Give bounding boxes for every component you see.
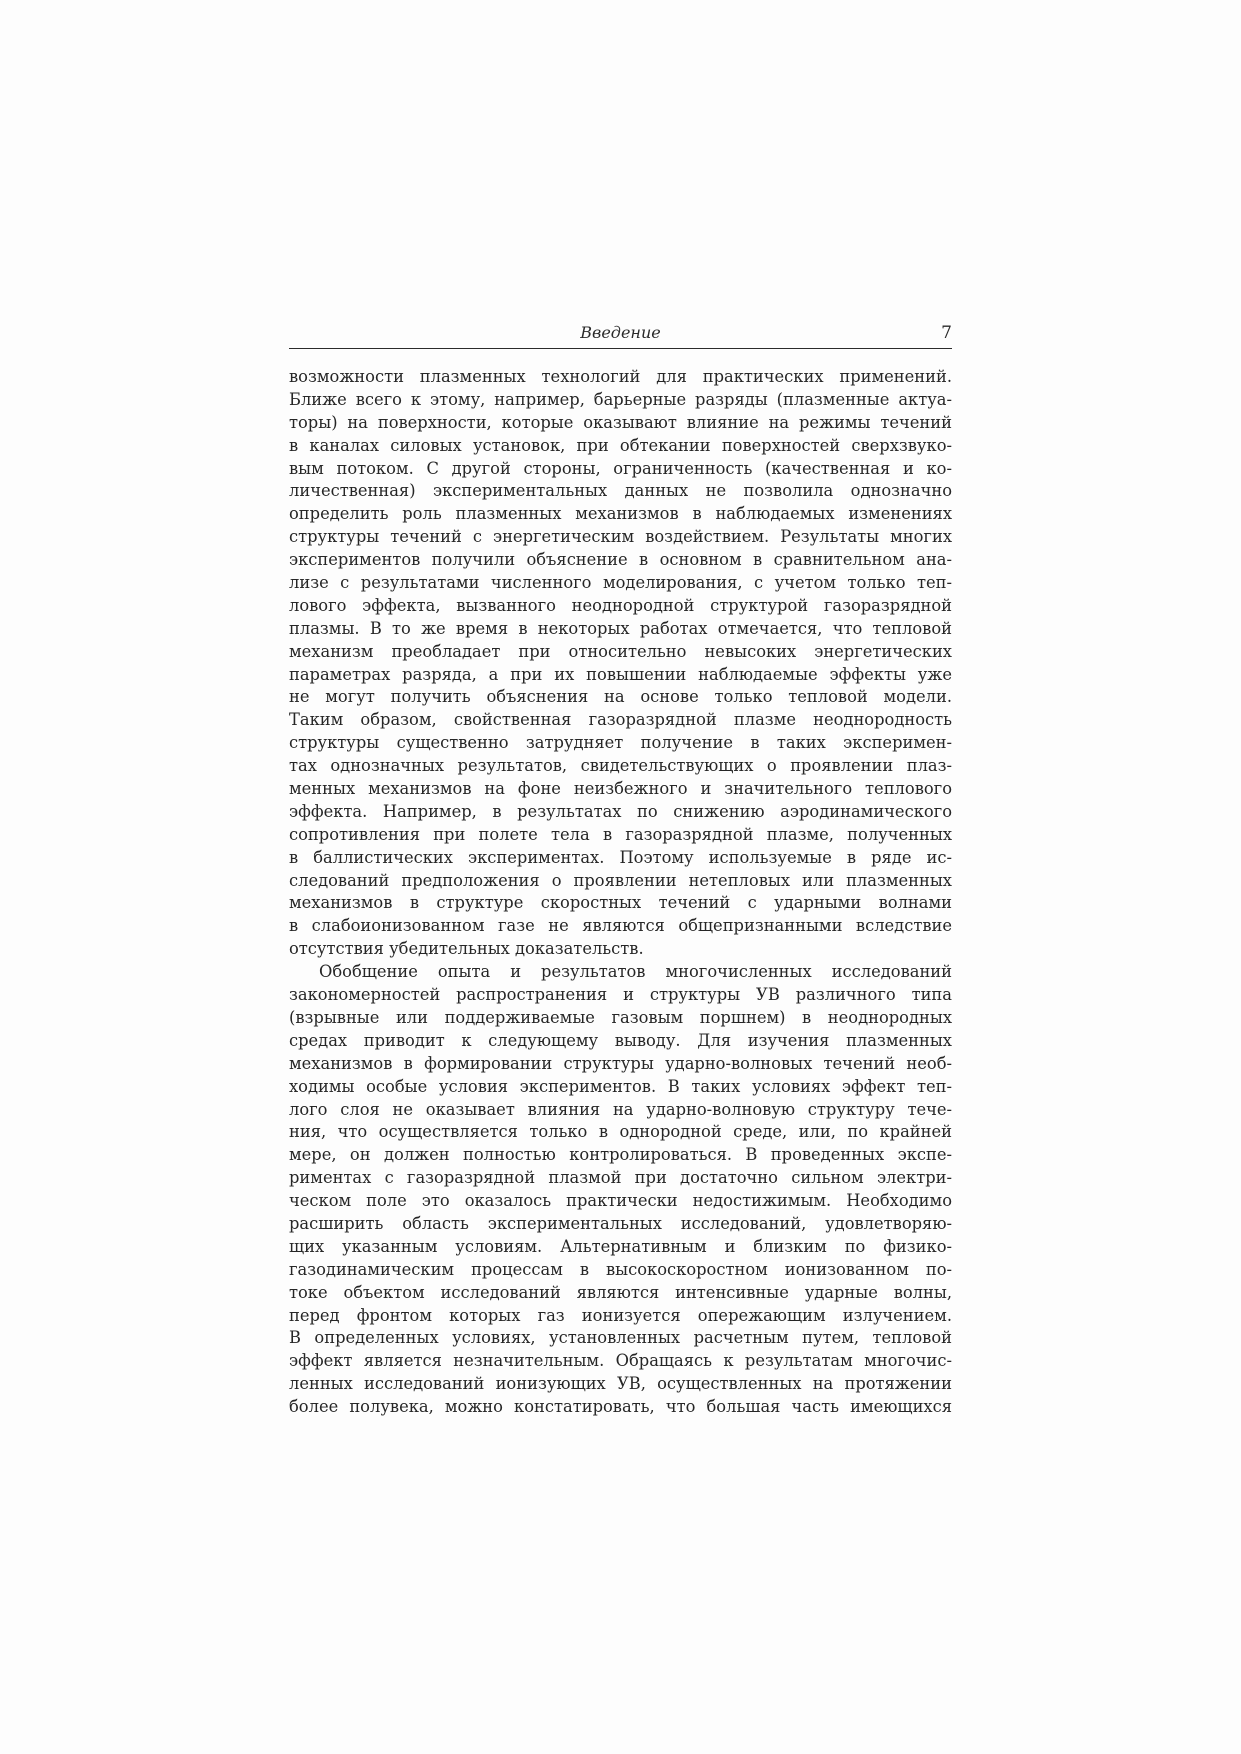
text-line: вым потоком. С другой стороны, ограниченность (качественная и ко- [289, 458, 952, 478]
running-header-title: Введение [580, 323, 661, 342]
text-line: механизмов в формировании структуры ударно-волновых течений необ- [289, 1053, 952, 1073]
text-line: (взрывные или поддерживаемые газовым поршнем) в неоднородных [289, 1007, 952, 1027]
text-line: в каналах силовых установок, при обтекании поверхностей сверхзвуко- [289, 435, 952, 455]
text-line: определить роль плазменных механизмов в наблюдаемых изменениях [289, 504, 952, 524]
text-line: личественная) экспериментальных данных не позволила однозначно [289, 481, 952, 501]
text-line: ленных исследований ионизующих УВ, осуществленных на протяжении [289, 1374, 952, 1394]
text-line: следований предположения о проявлении нетепловых или плазменных [289, 870, 952, 890]
text-line: плазмы. В то же время в некоторых работах отмечается, что тепловой [289, 618, 952, 638]
text-line: эффекта. Например, в результатах по снижению аэродинамического [289, 801, 952, 821]
text-line: В определенных условиях, установленных расчетным путем, тепловой [289, 1328, 952, 1348]
running-header [289, 322, 952, 349]
text-line: не могут получить объяснения на основе только тепловой модели. [289, 687, 952, 707]
text-line: ния, что осуществляется только в однородной среде, или, по крайней [289, 1122, 952, 1142]
text-line: лизе с результатами численного моделирования, с учетом только теп- [289, 573, 952, 593]
text-line: более полувека, можно констатировать, что большая часть имеющихся [289, 1397, 952, 1417]
text-line: средах приводит к следующему выводу. Для изучения плазменных [289, 1030, 952, 1050]
text-line: лого слоя не оказывает влияния на ударно-волновую структуру тече- [289, 1099, 952, 1119]
text-line: структуры течений с энергетическим воздействием. Результаты многих [289, 527, 952, 547]
body-text [289, 366, 952, 1419]
text-line: мере, он должен полностью контролироваться. В проведенных экспе- [289, 1145, 952, 1165]
text-line: торы) на поверхности, которые оказывают влияние на режимы течений [289, 412, 952, 432]
text-line: расширить область экспериментальных исследований, удовлетворяю- [289, 1213, 952, 1233]
text-line: токе объектом исследований являются интенсивные ударные волны, [289, 1282, 952, 1302]
text-line: механизм преобладает при относительно невысоких энергетических [289, 641, 952, 661]
text-line: возможности плазменных технологий для практических применений. [289, 367, 952, 386]
text-line: отсутствия убедительных доказательств. [289, 939, 644, 959]
text-line: перед фронтом которых газ ионизуется опережающим излучением. [289, 1305, 952, 1325]
text-line: газодинамическим процессам в высокоскоростном ионизованном по- [289, 1259, 952, 1279]
text-line: экспериментов получили объяснение в основном в сравнительном ана- [289, 550, 952, 570]
text-line: ходимы особые условия экспериментов. В таких условиях эффект теп- [289, 1076, 952, 1096]
text-line: Таким образом, свойственная газоразрядной плазме неоднородность [289, 710, 952, 730]
text-line: менных механизмов на фоне неизбежного и значительного теплового [289, 779, 952, 799]
text-line: Ближе всего к этому, например, барьерные разряды (плазменные актуа- [289, 389, 952, 409]
text-line: механизмов в структуре скоростных течений с ударными волнами [289, 893, 952, 913]
text-line: параметрах разряда, а при их повышении наблюдаемые эффекты уже [289, 664, 952, 684]
page-number: 7 [941, 323, 952, 343]
text-line: ческом поле это оказалось практически недостижимым. Необходимо [289, 1191, 952, 1211]
text-line: тах однозначных результатов, свидетельствующих о проявлении плаз- [289, 756, 952, 776]
text-line: щих указанным условиям. Альтернативным и близким по физико- [289, 1236, 952, 1256]
text-line: эффект является незначительным. Обращаясь к результатам многочис- [289, 1351, 952, 1371]
text-line: риментах с газоразрядной плазмой при достаточно сильном электри- [289, 1168, 952, 1188]
text-line: сопротивления при полете тела в газоразрядной плазме, полученных [289, 824, 952, 844]
text-line: структуры существенно затрудняет получение в таких эксперимен- [289, 733, 952, 753]
text-line: в баллистических экспериментах. Поэтому используемые в ряде ис- [289, 847, 952, 867]
text-line: Обобщение опыта и результатов многочисленных исследований [319, 962, 952, 982]
text-line: в слабоионизованном газе не являются общепризнанными вследствие [289, 916, 952, 936]
text-line: закономерностей распространения и структуры УВ различного типа [289, 985, 952, 1005]
text-line: лового эффекта, вызванного неоднородной структурой газоразрядной [289, 595, 952, 615]
